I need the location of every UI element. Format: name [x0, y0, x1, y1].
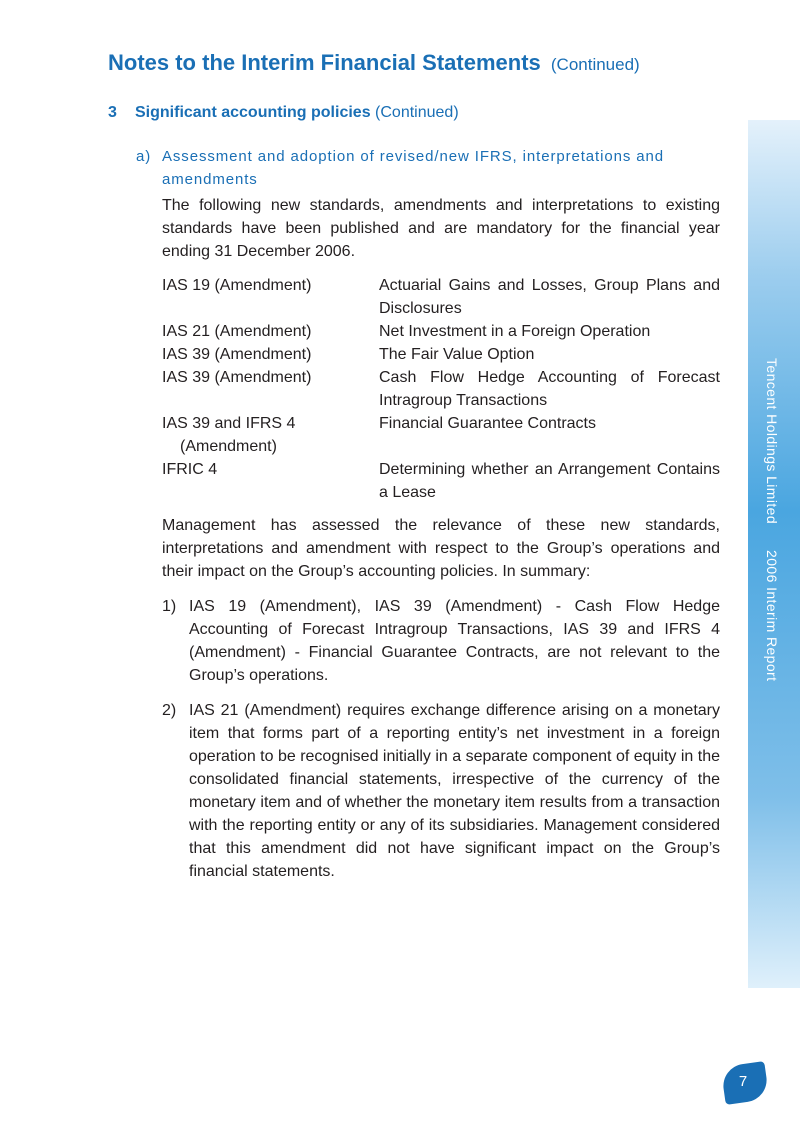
list-item	[162, 595, 720, 687]
standards-row	[162, 366, 720, 412]
intro-paragraph: The following new standards, amendments and interpretations to existing standards have been published and are mandatory for the financial year ending 31 December 2006.	[162, 197, 720, 260]
subsection-heading	[136, 145, 720, 191]
standard-description: Cash Flow Hedge Accounting of Forecast Intragroup Transactions	[379, 369, 720, 409]
standard-code: IAS 39 and IFRS 4 (Amendment)	[162, 412, 379, 458]
standard-description: Net Investment in a Foreign Operation	[379, 323, 651, 340]
standard-code: IFRIC 4	[162, 461, 218, 478]
list-item-number: 1)	[162, 598, 177, 615]
standard-code: IAS 21 (Amendment)	[162, 323, 312, 340]
section-title: Significant accounting policies	[135, 104, 371, 121]
numbered-list	[162, 595, 720, 895]
subsection-title: Assessment and adoption of revised/new IFRS, interpretations and amendments	[162, 148, 665, 188]
standard-description: Actuarial Gains and Losses, Group Plans and Disclosures	[379, 277, 720, 317]
list-item-text: IAS 21 (Amendment) requires exchange difference arising on a monetary item that forms part of a reporting entity’s net investment in a foreign operation to be recognised initially in a separate component of equity in the consolidated financial statements, irrespective of the currency of the monetary item and of whether the monetary item results from a transaction with the reporting entity or any of its subsidiaries. Management considered that this amendment did not have significant impact on the Group’s financial statements.	[189, 702, 721, 880]
summary-paragraph: Management has assessed the relevance of these new standards, interpretations and amendment with respect to the Group’s operations and their impact on the Group’s accounting policies. In summary:	[162, 517, 720, 580]
section-number: 3	[108, 104, 117, 121]
section-continued: (Continued)	[375, 104, 459, 121]
standard-code: IAS 39 (Amendment)	[162, 346, 312, 363]
page-number: 7	[738, 1073, 748, 1090]
standard-description: Determining whether an Arrangement Contains a Lease	[379, 461, 720, 501]
standards-row	[162, 320, 720, 343]
list-item-text: IAS 19 (Amendment), IAS 39 (Amendment) - Cash Flow Hedge Accounting of Forecast Intragroup Transactions, IAS 39 and IFRS 4 (Amendment) - Financial Guarantee Contracts, are not relevant to the Group’s operations.	[189, 598, 720, 684]
subsection-marker: a)	[136, 148, 152, 165]
standards-row	[162, 458, 720, 504]
list-item	[162, 699, 720, 883]
report-name: 2006 Interim Report	[764, 550, 780, 682]
page-title-text: Notes to the Interim Financial Statements	[108, 50, 541, 75]
standard-code: IAS 19 (Amendment)	[162, 277, 312, 294]
section-heading	[108, 104, 459, 122]
page-title-continued: (Continued)	[550, 55, 640, 74]
standards-row	[162, 412, 720, 458]
standards-table	[162, 274, 720, 504]
standards-row	[162, 274, 720, 320]
standard-code: IAS 39 (Amendment)	[162, 369, 312, 386]
side-running-header	[764, 358, 780, 681]
standard-description: Financial Guarantee Contracts	[379, 415, 596, 432]
company-name: Tencent Holdings Limited	[764, 358, 780, 525]
standard-code-extra: (Amendment)	[180, 438, 277, 455]
standard-description: The Fair Value Option	[379, 346, 535, 363]
page-title	[108, 50, 640, 76]
list-item-number: 2)	[162, 702, 177, 719]
standards-row	[162, 343, 720, 366]
